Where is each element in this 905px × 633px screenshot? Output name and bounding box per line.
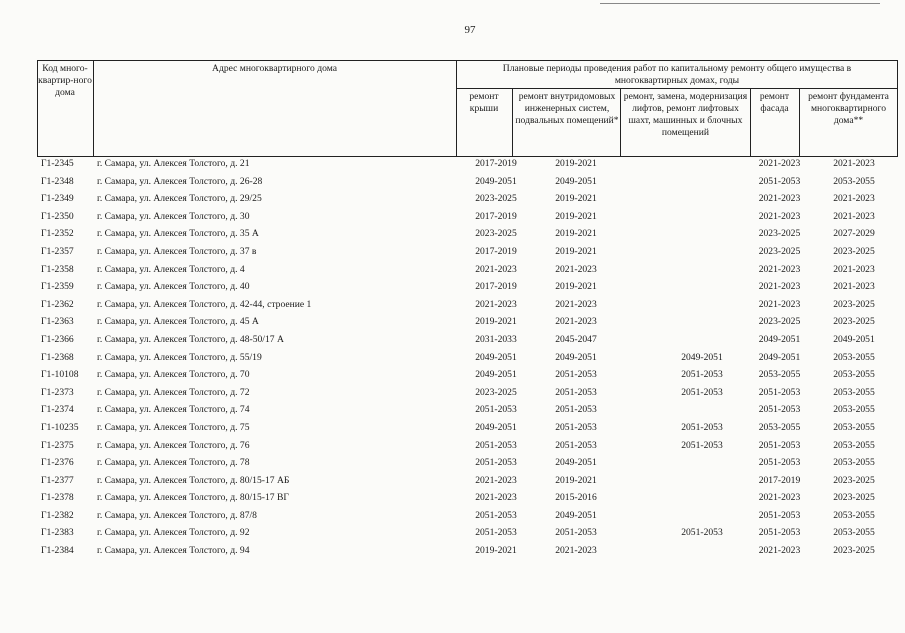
foundation-cell: 2021-2023 bbox=[833, 263, 875, 275]
table-row bbox=[37, 297, 897, 315]
code-cell: Г1-2374 bbox=[41, 404, 74, 416]
facade-cell: 2021-2023 bbox=[758, 492, 801, 504]
internal-cell: 2051-2053 bbox=[555, 404, 597, 416]
roof-cell: 2031-2033 bbox=[475, 333, 517, 345]
facade-cell: 2023-2025 bbox=[758, 316, 801, 328]
facade-cell: 2021-2023 bbox=[758, 158, 801, 169]
address-cell: г. Самара, ул. Алексея Толстого, д. 26-28 bbox=[97, 175, 263, 187]
header-roof: ремонт крыши bbox=[469, 91, 499, 114]
code-cell: Г1-2383 bbox=[41, 527, 74, 539]
internal-cell: 2019-2021 bbox=[555, 210, 597, 222]
roof-cell: 2023-2025 bbox=[475, 386, 517, 398]
facade-cell: 2021-2023 bbox=[758, 298, 801, 310]
address-cell: г. Самара, ул. Алексея Толстого, д. 48-50/17 А bbox=[97, 333, 284, 345]
foundation-cell: 2023-2025 bbox=[833, 316, 875, 328]
internal-cell: 2019-2021 bbox=[555, 245, 597, 257]
page-number: 97 bbox=[464, 24, 476, 36]
facade-cell: 2051-2053 bbox=[758, 439, 801, 451]
table-row bbox=[37, 174, 897, 192]
table-row bbox=[37, 367, 897, 385]
address-cell: г. Самара, ул. Алексея Толстого, д. 78 bbox=[97, 457, 250, 469]
foundation-cell: 2053-2055 bbox=[833, 175, 875, 187]
facade-cell: 2051-2053 bbox=[758, 175, 801, 187]
internal-cell: 2051-2053 bbox=[555, 421, 597, 433]
code-cell: Г1-2345 bbox=[41, 158, 74, 169]
lifts-cell: 2051-2053 bbox=[681, 439, 723, 451]
foundation-cell: 2023-2025 bbox=[833, 492, 875, 504]
header-internal: ремонт внутридомовых инженерных систем, подвальных помещений* bbox=[515, 91, 619, 126]
facade-cell: 2049-2051 bbox=[758, 351, 801, 363]
table-row bbox=[37, 490, 897, 508]
code-cell: Г1-2348 bbox=[41, 175, 74, 187]
table-row bbox=[37, 244, 897, 262]
table-row bbox=[37, 385, 897, 403]
lifts-cell: 2049-2051 bbox=[681, 351, 723, 363]
lifts-cell: 2051-2053 bbox=[681, 527, 723, 539]
code-cell: Г1-10108 bbox=[41, 369, 79, 381]
table-row bbox=[37, 191, 897, 209]
internal-cell: 2051-2053 bbox=[555, 369, 597, 381]
address-cell: г. Самара, ул. Алексея Толстого, д. 94 bbox=[97, 545, 250, 557]
table-row bbox=[37, 350, 897, 368]
code-cell: Г1-2373 bbox=[41, 386, 74, 398]
roof-cell: 2017-2019 bbox=[475, 158, 517, 169]
foundation-cell: 2023-2025 bbox=[833, 245, 875, 257]
roof-cell: 2049-2051 bbox=[475, 421, 517, 433]
roof-cell: 2051-2053 bbox=[475, 527, 517, 539]
roof-cell: 2023-2025 bbox=[475, 193, 517, 205]
facade-cell: 2021-2023 bbox=[758, 210, 801, 222]
address-cell: г. Самара, ул. Алексея Толстого, д. 40 bbox=[97, 281, 250, 293]
roof-cell: 2021-2023 bbox=[475, 474, 517, 486]
roof-cell: 2017-2019 bbox=[475, 245, 517, 257]
foundation-cell: 2053-2055 bbox=[833, 351, 875, 363]
code-cell: Г1-2358 bbox=[41, 263, 74, 275]
lifts-cell: 2051-2053 bbox=[681, 386, 723, 398]
facade-cell: 2049-2051 bbox=[758, 333, 801, 345]
code-cell: Г1-2363 bbox=[41, 316, 74, 328]
internal-cell: 2045-2047 bbox=[555, 333, 597, 345]
facade-cell: 2023-2025 bbox=[758, 228, 801, 240]
table-row bbox=[37, 402, 897, 420]
foundation-cell: 2021-2023 bbox=[833, 210, 875, 222]
code-cell: Г1-2382 bbox=[41, 509, 74, 521]
address-cell: г. Самара, ул. Алексея Толстого, д. 87/8 bbox=[97, 509, 257, 521]
header-address: Адрес многоквартирного дома bbox=[212, 63, 337, 74]
address-cell: г. Самара, ул. Алексея Толстого, д. 76 bbox=[97, 439, 250, 451]
internal-cell: 2049-2051 bbox=[555, 351, 597, 363]
facade-cell: 2021-2023 bbox=[758, 263, 801, 275]
code-cell: Г1-2377 bbox=[41, 474, 74, 486]
foundation-cell: 2053-2055 bbox=[833, 527, 875, 539]
header-lifts: ремонт, замена, модернизация лифтов, ремонт лифтовых шахт, машинных и блочных помещений bbox=[623, 91, 748, 138]
internal-cell: 2019-2021 bbox=[555, 474, 597, 486]
roof-cell: 2021-2023 bbox=[475, 263, 517, 275]
address-cell: г. Самара, ул. Алексея Толстого, д. 80/15-17 АБ bbox=[97, 474, 290, 486]
facade-cell: 2051-2053 bbox=[758, 527, 801, 539]
address-cell: г. Самара, ул. Алексея Толстого, д. 37 в bbox=[97, 245, 257, 257]
roof-cell: 2051-2053 bbox=[475, 509, 517, 521]
facade-cell: 2051-2053 bbox=[758, 509, 801, 521]
roof-cell: 2017-2019 bbox=[475, 210, 517, 222]
code-cell: Г1-2362 bbox=[41, 298, 74, 310]
table-row bbox=[37, 332, 897, 350]
address-cell: г. Самара, ул. Алексея Толстого, д. 75 bbox=[97, 421, 250, 433]
table-row bbox=[37, 438, 897, 456]
table-body bbox=[37, 156, 897, 561]
roof-cell: 2049-2051 bbox=[475, 175, 517, 187]
lifts-cell: 2051-2053 bbox=[681, 421, 723, 433]
address-cell: г. Самара, ул. Алексея Толстого, д. 21 bbox=[97, 158, 250, 169]
roof-cell: 2019-2021 bbox=[475, 545, 517, 557]
foundation-cell: 2027-2029 bbox=[833, 228, 875, 240]
code-cell: Г1-2357 bbox=[41, 245, 74, 257]
facade-cell: 2053-2055 bbox=[758, 421, 801, 433]
table-row bbox=[37, 455, 897, 473]
facade-cell: 2051-2053 bbox=[758, 386, 801, 398]
foundation-cell: 2021-2023 bbox=[833, 193, 875, 205]
code-cell: Г1-2378 bbox=[41, 492, 74, 504]
internal-cell: 2021-2023 bbox=[555, 545, 597, 557]
address-cell: г. Самара, ул. Алексея Толстого, д. 80/15-17 ВГ bbox=[97, 492, 289, 504]
foundation-cell: 2053-2055 bbox=[833, 439, 875, 451]
foundation-cell: 2023-2025 bbox=[833, 545, 875, 557]
table-row bbox=[37, 543, 897, 561]
foundation-cell: 2023-2025 bbox=[833, 298, 875, 310]
internal-cell: 2019-2021 bbox=[555, 158, 597, 169]
foundation-cell: 2053-2055 bbox=[833, 457, 875, 469]
foundation-cell: 2023-2025 bbox=[833, 474, 875, 486]
facade-cell: 2051-2053 bbox=[758, 457, 801, 469]
address-cell: г. Самара, ул. Алексея Толстого, д. 92 bbox=[97, 527, 250, 539]
address-cell: г. Самара, ул. Алексея Толстого, д. 29/25 bbox=[97, 193, 262, 205]
foundation-cell: 2021-2023 bbox=[833, 158, 875, 169]
code-cell: Г1-2349 bbox=[41, 193, 74, 205]
internal-cell: 2051-2053 bbox=[555, 527, 597, 539]
roof-cell: 2049-2051 bbox=[475, 369, 517, 381]
foundation-cell: 2053-2055 bbox=[833, 386, 875, 398]
code-cell: Г1-2352 bbox=[41, 228, 74, 240]
table-row bbox=[37, 226, 897, 244]
header-foundation: ремонт фундамента многоквартирного дома** bbox=[808, 91, 889, 126]
code-cell: Г1-2368 bbox=[41, 351, 74, 363]
foundation-cell: 2053-2055 bbox=[833, 509, 875, 521]
roof-cell: 2023-2025 bbox=[475, 228, 517, 240]
table-row bbox=[37, 508, 897, 526]
table-header bbox=[37, 60, 897, 157]
internal-cell: 2049-2051 bbox=[555, 509, 597, 521]
foundation-cell: 2053-2055 bbox=[833, 421, 875, 433]
internal-cell: 2051-2053 bbox=[555, 439, 597, 451]
facade-cell: 2017-2019 bbox=[758, 474, 801, 486]
lifts-cell: 2051-2053 bbox=[681, 369, 723, 381]
address-cell: г. Самара, ул. Алексея Толстого, д. 70 bbox=[97, 369, 250, 381]
internal-cell: 2021-2023 bbox=[555, 316, 597, 328]
internal-cell: 2015-2016 bbox=[555, 492, 597, 504]
address-cell: г. Самара, ул. Алексея Толстого, д. 55/19 bbox=[97, 351, 262, 363]
foundation-cell: 2049-2051 bbox=[833, 333, 875, 345]
code-cell: Г1-2359 bbox=[41, 281, 74, 293]
facade-cell: 2023-2025 bbox=[758, 245, 801, 257]
internal-cell: 2051-2053 bbox=[555, 386, 597, 398]
internal-cell: 2021-2023 bbox=[555, 263, 597, 275]
internal-cell: 2019-2021 bbox=[555, 228, 597, 240]
roof-cell: 2051-2053 bbox=[475, 404, 517, 416]
foundation-cell: 2021-2023 bbox=[833, 281, 875, 293]
roof-cell: 2017-2019 bbox=[475, 281, 517, 293]
table-row bbox=[37, 156, 897, 174]
header-periods: Плановые периоды проведения работ по капитальному ремонту общего имущества в многоквартирных домах, годы bbox=[502, 63, 852, 86]
address-cell: г. Самара, ул. Алексея Толстого, д. 4 bbox=[97, 263, 245, 275]
facade-cell: 2021-2023 bbox=[758, 545, 801, 557]
header-code: Код много-квартир-ного дома bbox=[38, 63, 92, 98]
address-cell: г. Самара, ул. Алексея Толстого, д. 30 bbox=[97, 210, 250, 222]
address-cell: г. Самара, ул. Алексея Толстого, д. 42-44, строение 1 bbox=[97, 298, 312, 310]
table-row bbox=[37, 525, 897, 543]
facade-cell: 2021-2023 bbox=[758, 193, 801, 205]
facade-cell: 2053-2055 bbox=[758, 369, 801, 381]
address-cell: г. Самара, ул. Алексея Толстого, д. 45 А bbox=[97, 316, 259, 328]
page-edge-line bbox=[600, 3, 880, 4]
address-cell: г. Самара, ул. Алексея Толстого, д. 35 А bbox=[97, 228, 259, 240]
roof-cell: 2051-2053 bbox=[475, 439, 517, 451]
address-cell: г. Самара, ул. Алексея Толстого, д. 74 bbox=[97, 404, 250, 416]
roof-cell: 2049-2051 bbox=[475, 351, 517, 363]
foundation-cell: 2053-2055 bbox=[833, 404, 875, 416]
table-row bbox=[37, 473, 897, 491]
code-cell: Г1-2376 bbox=[41, 457, 74, 469]
internal-cell: 2019-2021 bbox=[555, 193, 597, 205]
internal-cell: 2021-2023 bbox=[555, 298, 597, 310]
facade-cell: 2051-2053 bbox=[758, 404, 801, 416]
internal-cell: 2049-2051 bbox=[555, 175, 597, 187]
code-cell: Г1-2375 bbox=[41, 439, 74, 451]
roof-cell: 2051-2053 bbox=[475, 457, 517, 469]
code-cell: Г1-2366 bbox=[41, 333, 74, 345]
table-row bbox=[37, 209, 897, 227]
internal-cell: 2019-2021 bbox=[555, 281, 597, 293]
roof-cell: 2019-2021 bbox=[475, 316, 517, 328]
facade-cell: 2021-2023 bbox=[758, 281, 801, 293]
roof-cell: 2021-2023 bbox=[475, 298, 517, 310]
header-facade: ремонт фасада bbox=[759, 91, 790, 114]
table-row bbox=[37, 420, 897, 438]
table-row bbox=[37, 262, 897, 280]
code-cell: Г1-2350 bbox=[41, 210, 74, 222]
address-cell: г. Самара, ул. Алексея Толстого, д. 72 bbox=[97, 386, 250, 398]
code-cell: Г1-2384 bbox=[41, 545, 74, 557]
internal-cell: 2049-2051 bbox=[555, 457, 597, 469]
code-cell: Г1-10235 bbox=[41, 421, 79, 433]
roof-cell: 2021-2023 bbox=[475, 492, 517, 504]
table-row bbox=[37, 314, 897, 332]
foundation-cell: 2053-2055 bbox=[833, 369, 875, 381]
table-row bbox=[37, 279, 897, 297]
